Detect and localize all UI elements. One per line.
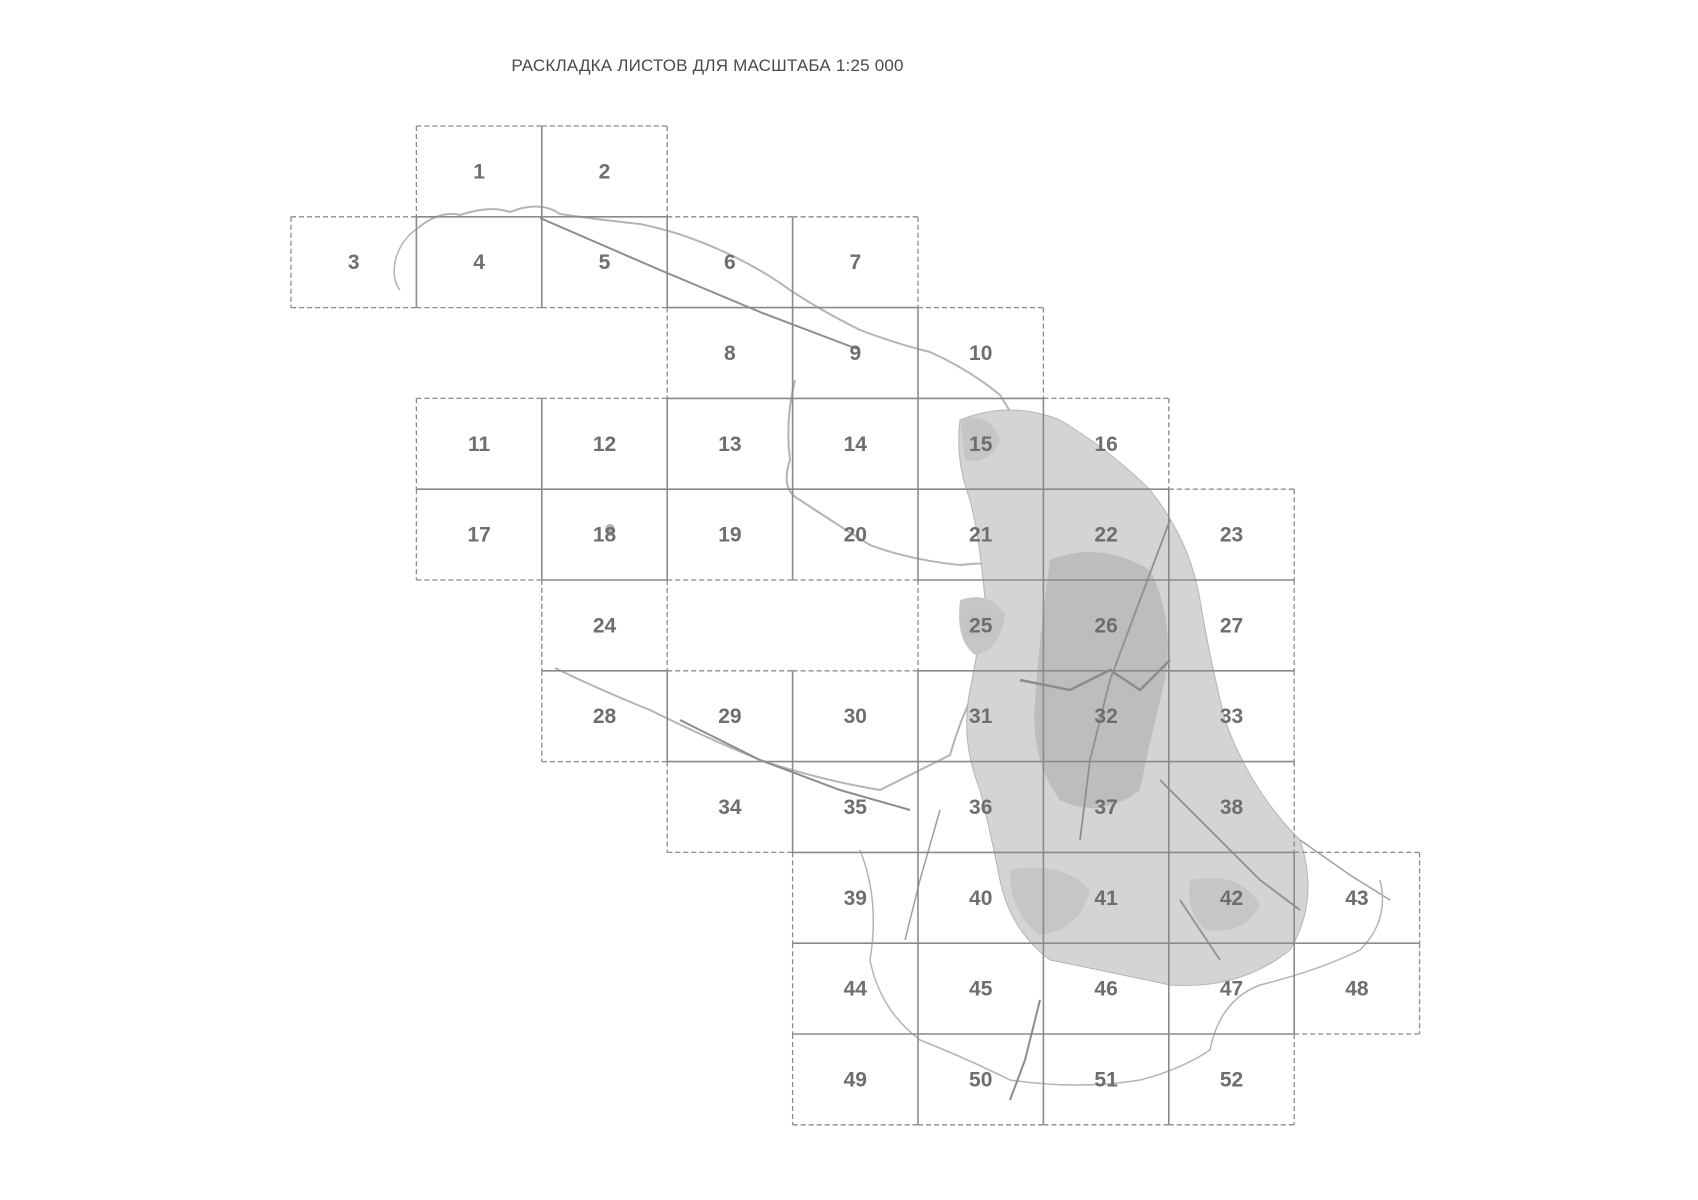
sheet-number: 20	[843, 523, 867, 547]
sheet-number: 45	[969, 977, 993, 1001]
sheet-number: 8	[724, 342, 736, 365]
sheet-number: 31	[969, 705, 993, 729]
sheet-number: 14	[843, 432, 867, 456]
sheet-number: 34	[718, 796, 742, 819]
sheet-number: 17	[467, 523, 491, 547]
sheet-number: 41	[1094, 886, 1118, 910]
sheet-number: 26	[1094, 614, 1118, 638]
sheet-number: 24	[592, 614, 617, 638]
sheet-number: 40	[969, 886, 993, 910]
sheet-number: 50	[969, 1068, 993, 1092]
sheet-number: 38	[1219, 796, 1244, 819]
sheet-number: 6	[724, 251, 736, 275]
sheet-number: 47	[1219, 977, 1244, 1001]
sheet-number: 9	[849, 342, 862, 365]
sheet-number: 27	[1219, 614, 1244, 638]
sheet-number: 28	[592, 705, 617, 729]
sheet-number: 16	[1094, 432, 1118, 456]
sheet-number: 43	[1345, 886, 1369, 910]
sheet-number: 3	[347, 251, 360, 275]
sheet-number: 15	[969, 432, 993, 456]
sheet-number: 5	[598, 251, 611, 275]
sheet-number: 49	[843, 1068, 867, 1092]
sheet-number: 18	[592, 523, 617, 547]
sheet-number: 13	[718, 432, 742, 456]
sheet-number: 21	[969, 523, 993, 547]
sheet-number: 37	[1094, 796, 1118, 819]
sheet-number: 11	[467, 432, 491, 456]
sheet-number: 42	[1219, 886, 1244, 910]
sheet-number: 48	[1345, 977, 1369, 1001]
sheet-number: 52	[1219, 1068, 1244, 1092]
sheet-number: 25	[969, 614, 993, 638]
sheet-number: 12	[592, 432, 617, 456]
sheet-number: 10	[969, 342, 993, 365]
sheet-number: 51	[1094, 1068, 1118, 1092]
sheet-number: 1	[473, 160, 485, 184]
sheet-number: 4	[473, 251, 485, 275]
sheet-number: 30	[843, 705, 867, 729]
sheet-number: 32	[1094, 705, 1118, 729]
sheet-grid	[291, 126, 1420, 1125]
sheet-number: 33	[1219, 705, 1244, 729]
sheet-number: 7	[849, 251, 862, 275]
sheet-number: 19	[718, 523, 742, 547]
sheet-number: 39	[843, 886, 867, 910]
sheet-number: 29	[718, 705, 742, 729]
sheet-number: 44	[843, 977, 867, 1001]
sheet-number: 22	[1094, 523, 1118, 547]
map-title: РАСКЛАДКА ЛИСТОВ ДЛЯ МАСШТАБА 1:25 000	[511, 56, 904, 75]
sheet-number: 36	[969, 796, 993, 819]
sheet-number: 35	[843, 796, 867, 819]
sheet-number: 46	[1094, 977, 1118, 1001]
sheet-number: 23	[1219, 523, 1244, 547]
sheet-number: 2	[598, 160, 611, 184]
